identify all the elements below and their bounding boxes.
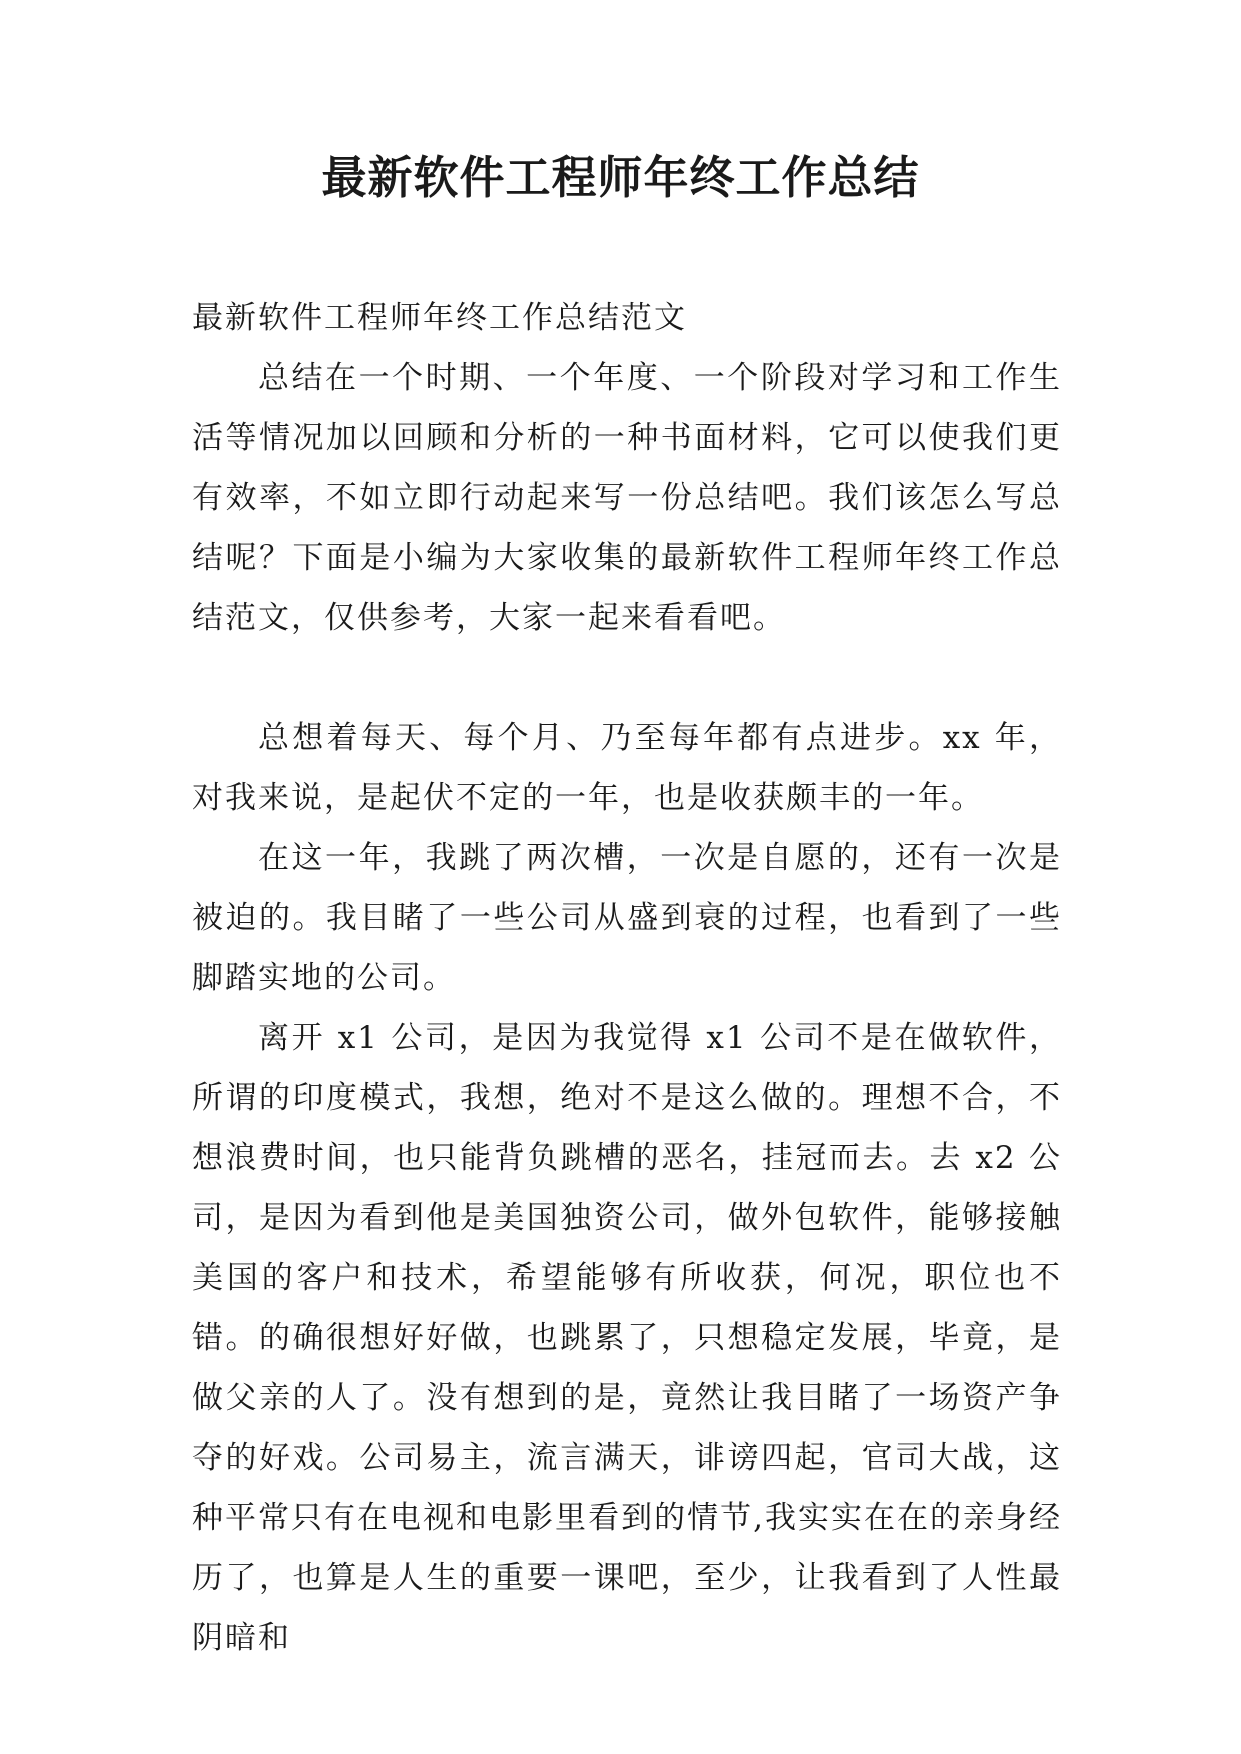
document-body [192,288,1062,1668]
body-paragraph: 总想着每天、每个月、乃至每年都有点进步。xx 年，对我来说，是起伏不定的一年，也是收获颇丰的一年。 [192,720,1062,816]
paragraph-spacer [192,648,1062,708]
body-paragraph: 在这一年，我跳了两次槽，一次是自愿的，还有一次是被迫的。我目睹了一些公司从盛到衰的过程，也看到了一些脚踏实地的公司。 [192,840,1062,996]
body-paragraph: 离开 x1 公司，是因为我觉得 x1 公司不是在做软件，所谓的印度模式，我想，绝对不是这么做的。理想不合，不想浪费时间，也只能背负跳槽的恶名，挂冠而去。去 x2 公司，是因为看到他是美国独资公司，做外包软件，能够接触美国的客户和技术，希望能够有所收获，何况，职位也不错。的确很想好好做，也跳累了，只想稳定发展，毕竟，是做父亲的人了。没有想到的是，竟然让我目睹了一场资产争夺的好戏。公司易主，流言满天，诽谤四起，官司大战，这种平常只有在电视和电影里看到的情节,我实实在在的亲身经历了，也算是人生的重要一课吧，至少，让我看到了人性最阴暗和 [192,1020,1062,1656]
intro-paragraph: 总结在一个时期、一个年度、一个阶段对学习和工作生活等情况加以回顾和分析的一种书面材料，它可以使我们更有效率，不如立即行动起来写一份总结吧。我们该怎么写总结呢？下面是小编为大家收集的最新软件工程师年终工作总结范文，仅供参考，大家一起来看看吧。 [192,360,1062,636]
document-subtitle: 最新软件工程师年终工作总结范文 [192,300,687,336]
document-title: 最新软件工程师年终工作总结 [321,151,920,204]
